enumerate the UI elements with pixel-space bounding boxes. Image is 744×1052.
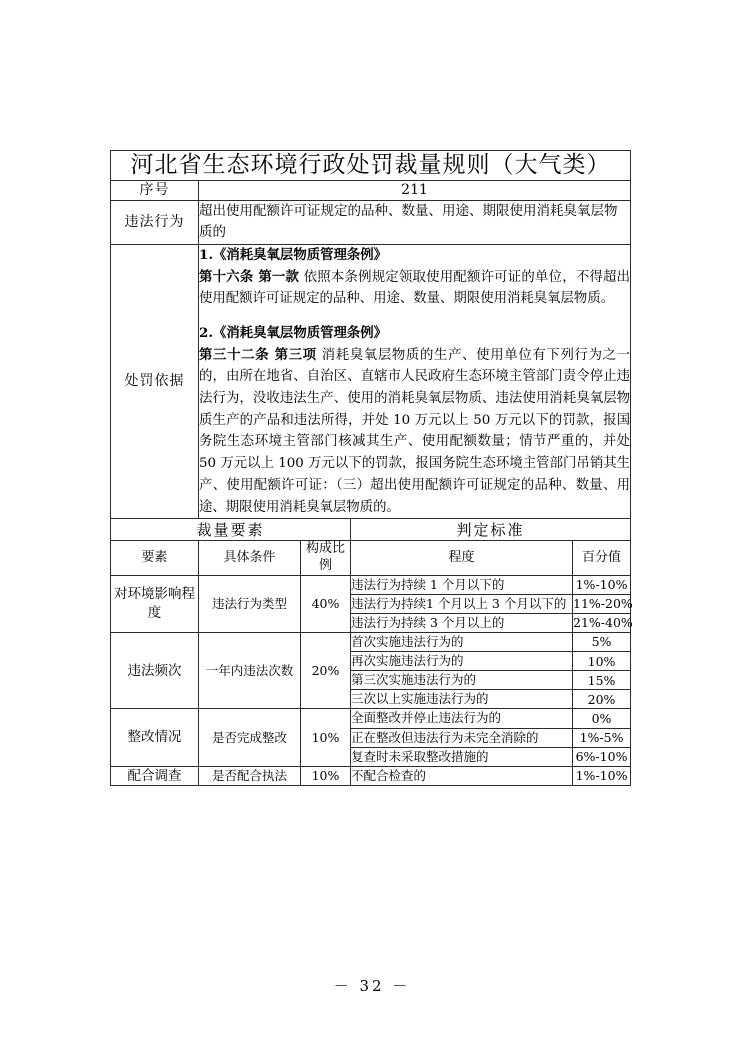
criteria-percent: 1%-5%: [573, 728, 631, 747]
table-row: [111, 766, 631, 785]
basis-item2-body: [199, 345, 630, 519]
table-row: [111, 632, 631, 651]
basis-item2-article: 第三十二条 第三项: [199, 346, 317, 363]
criteria-percent: 10%: [573, 652, 631, 671]
serial-number-row: [111, 180, 631, 200]
factor-condition: 是否配合执法: [199, 766, 301, 785]
criteria-percent: 5%: [573, 632, 631, 651]
criteria-percent: 1%-10%: [573, 575, 631, 594]
column-header-ratio: 构成比例: [301, 541, 351, 575]
criteria-percent: 21%-40%: [573, 613, 631, 632]
basis-item1-article: 第十六条 第一款: [199, 268, 300, 285]
criteria-percent: 0%: [573, 709, 631, 728]
criteria-degree: 首次实施违法行为的: [351, 632, 573, 651]
serial-number-label: 序号: [111, 180, 199, 200]
criteria-degree: 违法行为持续 1 个月以下的: [351, 575, 573, 594]
criteria-degree: 再次实施违法行为的: [351, 652, 573, 671]
column-header-condition: 具体条件: [199, 541, 301, 575]
criteria-percent: 15%: [573, 671, 631, 690]
criteria-degree: 不配合检查的: [351, 766, 573, 785]
criteria-degree: 第三次实施违法行为的: [351, 671, 573, 690]
criteria-percent: 1%-10%: [573, 766, 631, 785]
criteria-degree: 违法行为持续 3 个月以上的: [351, 613, 573, 632]
factor-ratio: 10%: [301, 709, 351, 766]
criteria-percent: 6%-10%: [573, 747, 631, 766]
criteria-degree: 三次以上实施违法行为的: [351, 690, 573, 709]
page-footer: － 32 －: [333, 977, 411, 995]
penalty-basis-row: [111, 244, 631, 518]
factor-condition: 是否完成整改: [199, 709, 301, 766]
factor-ratio: 20%: [301, 632, 351, 709]
column-header-degree: 程度: [351, 541, 573, 575]
penalty-basis-content: [199, 244, 631, 518]
criteria-degree: 正在整改但违法行为未完全消除的: [351, 728, 573, 747]
discretion-column-header-row: [111, 541, 631, 575]
criteria-degree: 违法行为持续1 个月以上 3 个月以下的: [351, 594, 573, 613]
violation-row: [111, 200, 631, 244]
criteria-degree: 全面整改并停止违法行为的: [351, 709, 573, 728]
table-title-row: [111, 151, 631, 181]
factor-condition: 一年内违法次数: [199, 632, 301, 709]
table-row: [111, 709, 631, 728]
penalty-basis-label: 处罚依据: [111, 244, 199, 518]
basis-item2-heading: 2.《消耗臭氧层物质管理条例》: [199, 324, 388, 341]
column-header-percent: 百分值: [573, 541, 631, 575]
criteria-degree: 复查时未采取整改措施的: [351, 747, 573, 766]
basis-item1-text: 依照本条例规定领取使用配额许可证的单位，不得超出使用配额许可证规定的品种、用途、数量、期限使用消耗臭氧层物质。: [199, 269, 631, 307]
serial-number-value: 211: [199, 180, 631, 200]
criteria-percent: 11%-20%: [573, 594, 631, 613]
basis-item1-heading: 1.《消耗臭氧层物质管理条例》: [199, 246, 388, 263]
basis-item2-text: 消耗臭氧层物质的生产、使用单位有下列行为之一的，由所在地省、自治区、直辖市人民政府生态环境主管部门责令停止违法行为，没收违法生产、使用的消耗臭氧层物质、违法使用消耗臭氧层物质生产的产品和违法所得，并处 10 万元以上 50 万元以下的罚款，报国务院生态环境主管部门核减其生产、使用配额数量；情节严重的，并处 50 万元以上 100 万元以下的罚款，报国务院生态环境主管部门吊销其生产、使用配额许可证：（三）超出使用配额许可证规定的品种、数量、用途、期限使用消耗臭氧层物质的。: [199, 347, 631, 515]
factor-ratio: 10%: [301, 766, 351, 785]
column-header-factor: 要素: [111, 541, 199, 575]
basis-item1-body: [199, 267, 630, 310]
violation-label: 违法行为: [111, 200, 199, 244]
discretion-factors-header: 裁量要素: [111, 519, 351, 541]
violation-value: 超出使用配额许可证规定的品种、数量、用途、期限使用消耗臭氧层物质的: [199, 200, 631, 244]
penalty-discretion-table: [110, 150, 631, 786]
factor-name: 对环境影响程度: [111, 575, 199, 632]
factor-name: 配合调查: [111, 766, 199, 785]
factor-name: 整改情况: [111, 709, 199, 766]
factor-ratio: 40%: [301, 575, 351, 632]
page-title: 河北省生态环境行政处罚裁量规则（大气类）: [111, 151, 631, 181]
basis-spacer: [199, 310, 630, 323]
discretion-section-header-row: [111, 519, 631, 541]
factor-condition: 违法行为类型: [199, 575, 301, 632]
factor-name: 违法频次: [111, 632, 199, 709]
table-row: [111, 575, 631, 594]
discretion-criteria-header: 判定标准: [351, 519, 631, 541]
criteria-percent: 20%: [573, 690, 631, 709]
